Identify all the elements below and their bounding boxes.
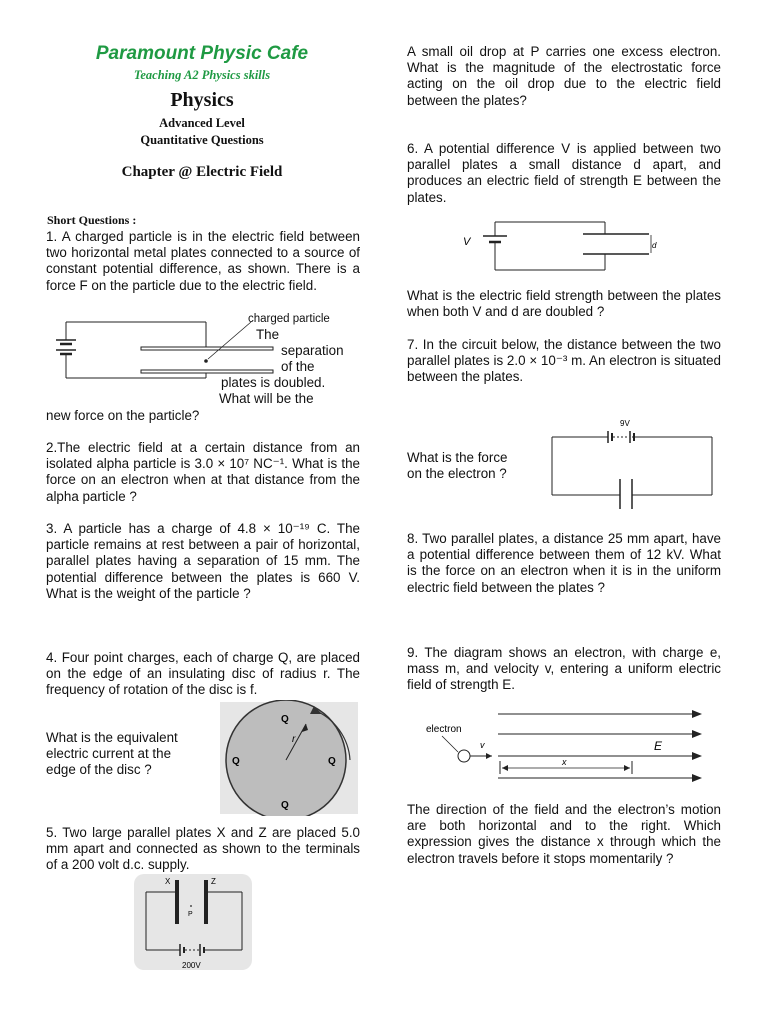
q9-fig-v: v bbox=[480, 740, 485, 750]
q4-fig-q-top: Q bbox=[281, 714, 289, 725]
q5b-text: A small oil drop at P carries one excess electron. What is the magnitude of the electrostatic force acting on the oil drop due to the electric field between the plates? bbox=[407, 44, 721, 108]
q6-fig-d: d bbox=[652, 241, 657, 250]
q1-side-3: of the bbox=[281, 359, 315, 374]
q7-side-1: What is the force bbox=[407, 450, 508, 465]
q1-side-2: separation bbox=[281, 343, 344, 358]
q1-tail: new force on the particle? bbox=[46, 408, 200, 423]
brand-title: Paramount Physic Cafe bbox=[95, 43, 309, 64]
q5-fig-v: 200V bbox=[182, 961, 201, 970]
q2-text: 2.The electric field at a certain distance from an isolated alpha particle is 3.0 × 10⁷ NC⁻¹. What is the force on an electron when at that distance from the alpha particle ? bbox=[46, 440, 360, 504]
q9-fig-x: x bbox=[562, 757, 567, 767]
type-text: Quantitative Questions bbox=[140, 133, 264, 147]
q4-side-2: electric current at the bbox=[46, 746, 172, 761]
q1-text: 1. A charged particle is in the electric field between two horizontal metal plates connected to a source of constant potential difference, as shown. There is a force F on the particle due to the electric field. bbox=[46, 229, 360, 293]
q1-fig-label: charged particle bbox=[248, 313, 330, 325]
level-block bbox=[46, 115, 358, 149]
q9-text: 9. The diagram shows an electron, with charge e, mass m, and velocity v, entering a uniform electric field of strength E. bbox=[407, 645, 721, 693]
q4-text: 4. Four point charges, each of charge Q, are placed on the edge of an insulating disc of radius r. The frequency of rotation of the disc is f. bbox=[46, 650, 360, 698]
q1-side-5: What will be the bbox=[219, 391, 314, 406]
q5-fig-x: X bbox=[165, 877, 171, 886]
q7-fig-v: 9V bbox=[620, 419, 630, 428]
q4-fig-q-left: Q bbox=[232, 756, 240, 767]
q4-side-3: edge of the disc ? bbox=[46, 762, 152, 777]
q7-text: 7. In the circuit below, the distance between the two parallel plates is 2.0 × 10⁻³ m. An electron is situated between the plates. bbox=[407, 337, 721, 385]
q1-side-1: The bbox=[256, 327, 280, 342]
q1-side-4: plates is doubled. bbox=[221, 375, 326, 390]
q6-after: What is the electric field strength between the plates when both V and d are doubled ? bbox=[407, 288, 721, 320]
section-title: Short Questions : bbox=[47, 213, 137, 227]
q5-plates-diagram bbox=[132, 872, 254, 972]
tagline: Teaching A2 Physics skills bbox=[133, 68, 271, 82]
q4-fig-q-bottom: Q bbox=[281, 800, 289, 811]
chapter-title: Chapter @ Electric Field bbox=[121, 164, 283, 180]
q8-text: 8. Two parallel plates, a distance 25 mm apart, have a potential difference between them of 12 kV. What is the force on an electron when it is in the uniform electric field between the plates ? bbox=[407, 531, 721, 595]
q7-side-2: on the electron ? bbox=[407, 466, 507, 481]
q6-text: 6. A potential difference V is applied between two parallel plates a small distance d apart, and produces an electric field of strength E between the plates. bbox=[407, 141, 721, 205]
q4-side-1: What is the equivalent bbox=[46, 730, 178, 745]
q3-text: 3. A particle has a charge of 4.8 × 10⁻¹⁹ C. The particle remains at rest between a pair of horizontal, parallel plates having a separation of 15 mm. The potential difference between the plates is 660 V. What is the weight of the particle ? bbox=[46, 521, 360, 601]
q5-text: 5. Two large parallel plates X and Z are placed 5.0 mm apart and connected as shown to the terminals of a 200 volt d.c. supply. bbox=[46, 825, 360, 873]
q9-field-diagram bbox=[418, 706, 714, 790]
subject-title: Physics bbox=[170, 89, 234, 111]
q4-fig-r: r bbox=[292, 734, 296, 745]
q9-fig-e: E bbox=[654, 739, 663, 753]
q4-disc-diagram bbox=[218, 700, 360, 816]
q6-plates-diagram bbox=[455, 218, 665, 274]
q4-fig-q-right: Q bbox=[328, 756, 336, 767]
q9-after: The direction of the field and the electron’s motion are both horizontal and to the right. Which expression gives the distance x through which the electron travels before it stops momentarily ? bbox=[407, 802, 721, 866]
q6-fig-v: V bbox=[463, 236, 471, 248]
level-text: Advanced Level bbox=[159, 116, 245, 130]
q7-circuit-diagram bbox=[548, 415, 716, 511]
q9-fig-electron: electron bbox=[426, 724, 462, 735]
q5-fig-p: P bbox=[188, 911, 193, 918]
q5-fig-z: Z bbox=[211, 877, 216, 886]
